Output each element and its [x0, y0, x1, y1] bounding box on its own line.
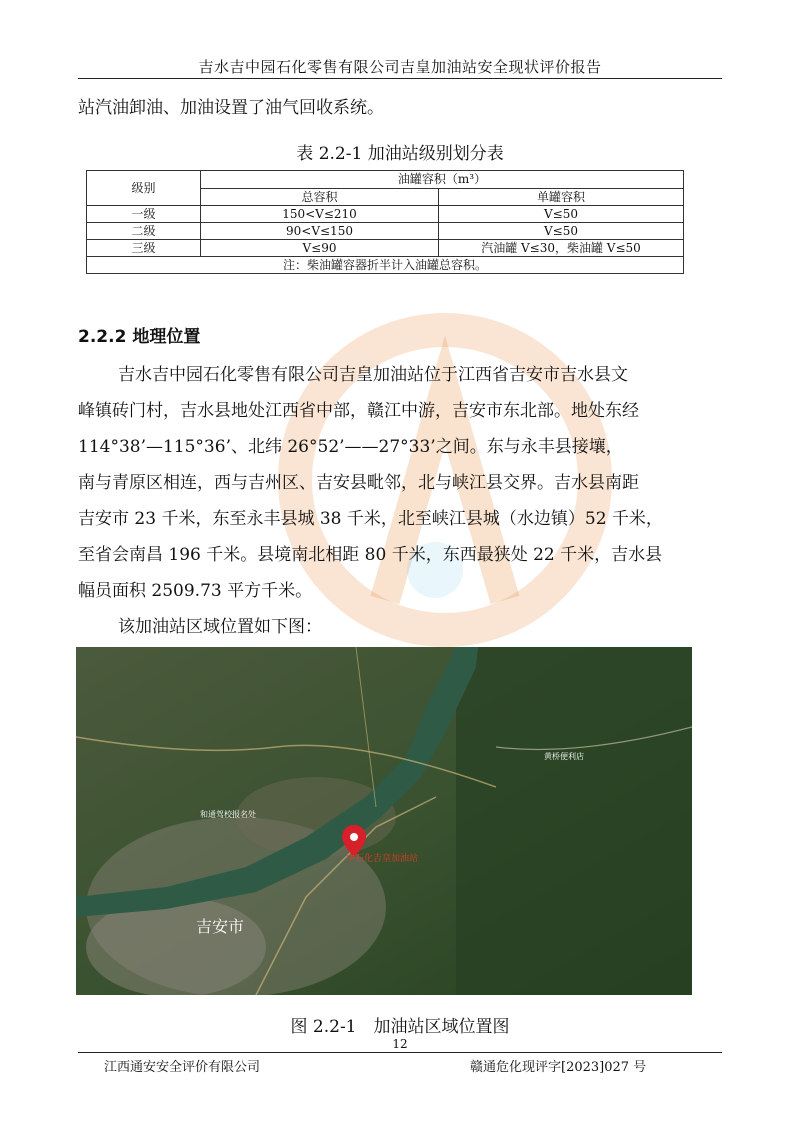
header-rule [78, 78, 722, 79]
town-label: 黄桥便利店 [544, 752, 584, 761]
cell-total: 150<V≤210 [201, 206, 439, 223]
paragraph-line: 该加油站区域位置如下图： [118, 617, 322, 637]
cell-total: 90<V≤150 [201, 223, 439, 240]
footer-company: 江西通安安全评价有限公司 [104, 1060, 261, 1075]
cell-total: V≤90 [201, 240, 439, 257]
paragraph-line: 吉安市 23 千米，东至永丰县城 38 千米，北至峡江县城（水边镇）52 千米， [78, 509, 663, 529]
grade-table [86, 170, 684, 274]
location-paragraph [78, 357, 718, 645]
paragraph-line: 南与青原区相连，西与吉州区、吉安县毗邻，北与峡江县交界。吉水县南距 [78, 473, 639, 493]
cell-grade: 三级 [87, 240, 201, 257]
cell-grade: 一级 [87, 206, 201, 223]
footer-doc-number: 赣通危化现评字[2023]027 号 [470, 1060, 647, 1075]
page-number: 12 [392, 1037, 408, 1051]
section-title: 2.2.2 地理位置 [78, 327, 201, 347]
map-graphic [76, 647, 692, 995]
satellite-map [76, 647, 692, 995]
station-label: 中石化吉皇加油站 [346, 854, 419, 864]
paragraph-line: 吉水吉中园石化零售有限公司吉皇加油站位于江西省吉安市吉水县文 [118, 365, 628, 385]
school-label: 和通驾校报名处 [200, 810, 256, 819]
table-row [87, 223, 684, 240]
table-row [87, 206, 684, 223]
page-header: 吉水吉中园石化零售有限公司吉皇加油站安全现状评价报告 [198, 58, 602, 76]
paragraph-line: 114°38’—115°36’、北纬 26°52’——27°33’之间。东与永丰县接壤， [78, 437, 623, 457]
paragraph-line: 至省会南昌 196 千米。县境南北相距 80 千米，东西最狭处 22 千米，吉水县 [78, 545, 663, 565]
header-single-volume: 单罐容积 [439, 188, 684, 206]
cell-single: V≤50 [439, 206, 684, 223]
footer-rule [78, 1052, 722, 1053]
figure-caption: 图 2.2-1 加油站区域位置图 [290, 1017, 510, 1037]
paragraph-line: 幅员面积 2509.73 平方千米。 [78, 581, 313, 601]
city-label: 吉安市 [196, 917, 245, 936]
table-note: 注：柴油罐容器折半计入油罐总容积。 [87, 257, 684, 274]
table-row [87, 240, 684, 257]
table-header-row [87, 171, 684, 189]
header-total-volume: 总容积 [201, 188, 439, 206]
intro-paragraph: 站汽油卸油、加油设置了油气回收系统。 [78, 98, 384, 118]
cell-grade: 二级 [87, 223, 201, 240]
table-caption: 表 2.2-1 加油站级别划分表 [296, 144, 504, 164]
cell-single: V≤50 [439, 223, 684, 240]
paragraph-line: 峰镇砖门村，吉水县地处江西省中部，赣江中游，吉安市东北部。地处东经 [78, 401, 639, 421]
header-tank-volume: 油罐容积（m³） [201, 171, 684, 189]
header-grade: 级别 [87, 171, 201, 206]
table-note-row [87, 257, 684, 274]
cell-single: 汽油罐 V≤30，柴油罐 V≤50 [439, 240, 684, 257]
